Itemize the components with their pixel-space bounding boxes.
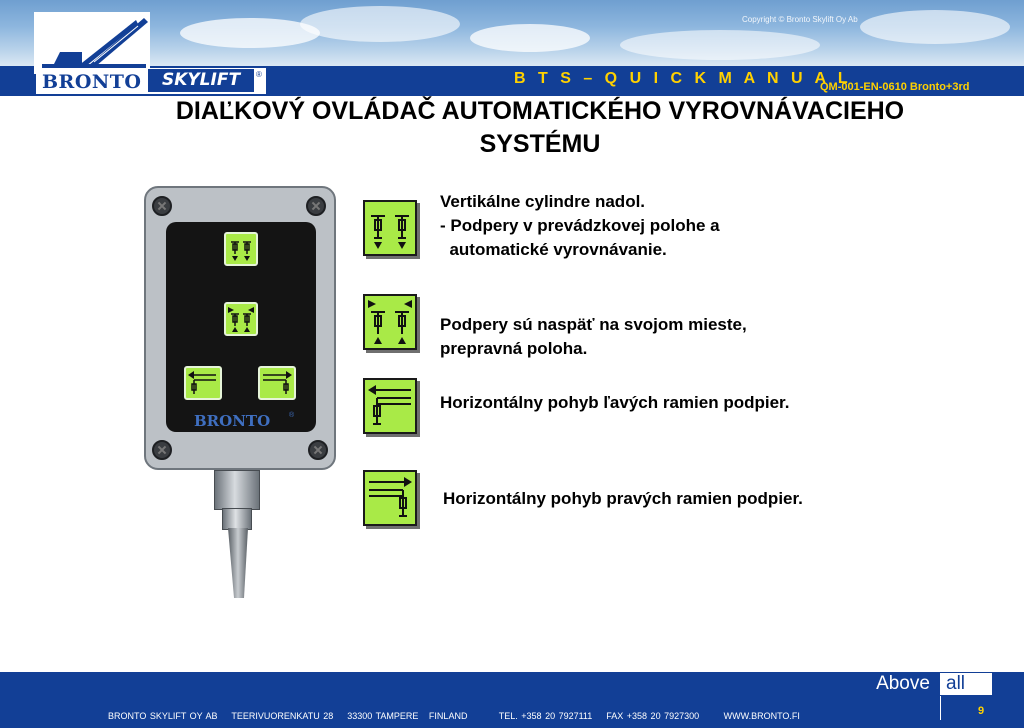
description-line: Horizontálny pohyb pravých ramien podpier.: [443, 489, 803, 508]
remote-right-beams-button: [258, 366, 296, 400]
remote-cable: [228, 528, 248, 598]
logo-bronto-text: BRONTO: [42, 71, 142, 93]
description-line: prepravná poloha.: [440, 339, 588, 358]
remote-outriggers-down-button: [224, 232, 258, 266]
remote-brand-reg: ®: [289, 412, 295, 419]
remote-control-device: [144, 186, 336, 470]
remote-brand-label: BRONTO: [194, 412, 271, 430]
remote-left-beams-button: [184, 366, 222, 400]
screw-icon: [308, 440, 328, 460]
page-number: 9: [978, 705, 985, 717]
logo-skylift-text: SKYLIFT: [148, 69, 254, 92]
description-outriggers-down: [440, 190, 720, 262]
remote-outriggers-up-button: [224, 302, 258, 336]
logo-registered-mark: ®: [256, 70, 262, 79]
left-beams-icon: [363, 378, 417, 434]
outriggers-down-icon: [363, 200, 417, 256]
description-line: automatické vyrovnávanie.: [440, 240, 667, 259]
outriggers-up-icon: [363, 294, 417, 350]
description-line: - Podpery v prevádzkovej polohe a: [440, 216, 720, 235]
footer-divider: [940, 696, 941, 720]
bronto-skylift-logo-mark: [34, 12, 150, 74]
remote-control-panel: [166, 222, 316, 432]
copyright-text: Copyright © Bronto Skylift Oy Ab: [742, 15, 858, 24]
cable-gland-nut: [222, 508, 252, 530]
aerial-ladder-logo-icon: [34, 12, 150, 74]
manual-title: B T S – Q U I C K M A N U A L: [514, 70, 852, 87]
page-title-line2: SYSTÉMU: [479, 130, 601, 158]
slogan-all: all: [946, 673, 966, 694]
screw-icon: [152, 440, 172, 460]
right-beams-icon: [363, 470, 417, 526]
description-line: Podpery sú naspäť na svojom mieste,: [440, 315, 747, 334]
slogan-above: Above: [866, 673, 940, 695]
description-line: Vertikálne cylindre nadol.: [440, 192, 646, 211]
description-right-beams: [443, 487, 803, 511]
header-sky-banner: [0, 0, 1024, 66]
cable-gland: [214, 470, 260, 510]
page-title-line1: DIAĽKOVÝ OVLÁDAČ AUTOMATICKÉHO VYROVNÁVACIEHO: [175, 97, 905, 125]
description-line: Horizontálny pohyb ľavých ramien podpier.: [440, 393, 790, 412]
document-reference: QM-001-EN-0610 Bronto+3rd: [820, 81, 970, 93]
company-logo: [36, 68, 266, 94]
screw-icon: [306, 196, 326, 216]
description-left-beams: [440, 391, 789, 415]
company-address: BRONTO SKYLIFT OY AB TEERIVUORENKATU 28 33300 TAMPERE FINLAND TEL. +358 20 7927111 FAX +358 20 7927300 WWW.BRONTO.FI: [108, 711, 800, 721]
description-outriggers-up: [440, 313, 747, 361]
screw-icon: [152, 196, 172, 216]
page-title: [90, 95, 990, 161]
